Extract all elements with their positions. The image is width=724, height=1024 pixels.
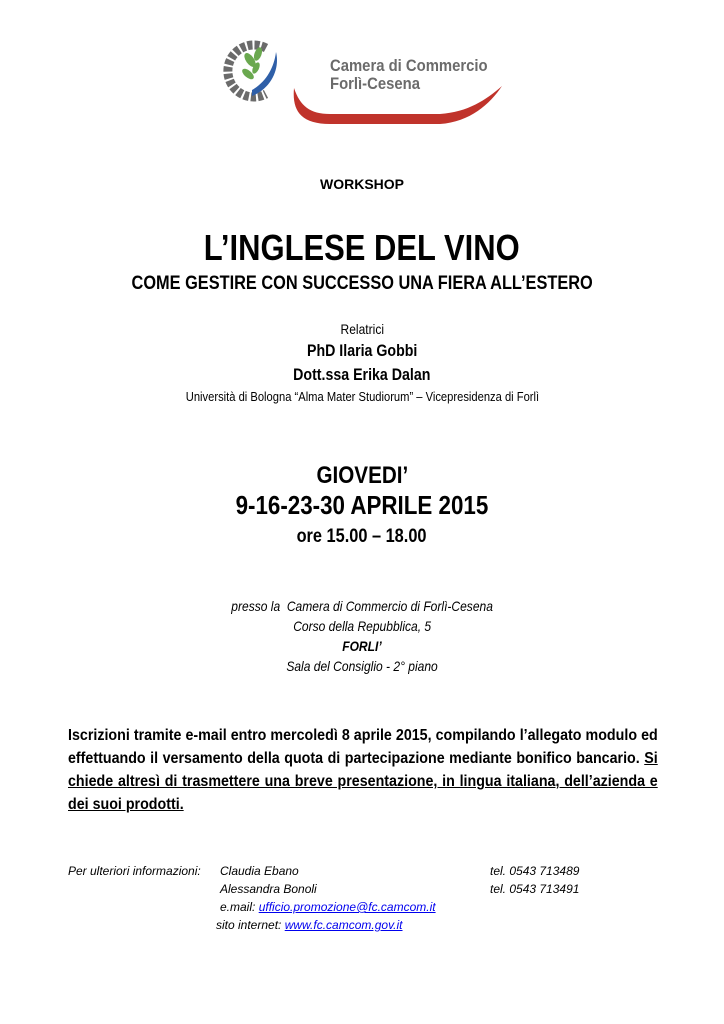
speaker-1 [0,342,724,361]
event-day-text: GIOVEDI’ [316,462,408,489]
event-dates-text: 9-16-23-30 APRILE 2015 [235,490,489,520]
title-text: L’INGLESE DEL VINO [204,227,520,268]
registration-note: Si chiede altresì di trasmettere una breve presentazione, in lingua italiana, dell’azienda e dei suoi prodotti. [68,750,658,813]
speakers-label [0,321,724,337]
speaker-2-text: Dott.ssa Erika Dalan [293,366,431,384]
website-link[interactable]: www.fc.camcom.gov.it [284,918,403,932]
venue-line-4-text: Sala del Consiglio - 2° piano [286,658,438,674]
venue-line-1-text: presso la Camera di Commercio di Forlì-Cesena [231,598,493,614]
event-day [0,462,724,490]
venue-line-4 [0,657,724,676]
contact-2-phone: tel. 0543 713491 [490,882,580,896]
contact-1-name: Claudia Ebano [220,864,299,878]
event-hours-text: ore 15.00 – 18.00 [297,526,427,547]
venue-line-2 [0,617,724,636]
workshop-label: WORKSHOP [320,176,404,192]
contact-1-phone: tel. 0543 713489 [490,864,580,878]
venue-line-2-text: Corso della Repubblica, 5 [293,618,431,634]
subtitle [0,273,724,295]
event-hours [0,526,724,548]
speakers-label-text: Relatrici [340,321,384,337]
registration-text: Iscrizioni tramite e-mail entro mercoledì 8 aprile 2015, compilando l’allegato modulo ed effettuando il versamento della quota di partecipazione mediante bonifico bancario. [68,727,658,767]
contact-info-label: Per ulteriori informazioni: [68,864,201,878]
website-line [216,916,403,934]
registration-paragraph [68,724,658,816]
event-dates [0,490,724,521]
email-link[interactable]: ufficio.promozione@fc.camcom.it [258,900,436,914]
venue-line-3-text: FORLI’ [342,638,382,654]
subtitle-text: COME GESTIRE CON SUCCESSO UNA FIERA ALL’ESTERO [131,273,593,294]
speaker-2 [0,366,724,385]
venue-line-1 [0,597,724,616]
logo-line-2: Forlì-Cesena [330,75,420,93]
speaker-1-text: PhD Ilaria Gobbi [306,342,418,360]
affiliation-text: Università di Bologna “Alma Mater Studiorum” – Vicepresidenza di Forlì [185,389,539,404]
logo-swoosh-icon [290,84,504,128]
email-label: e.mail: [220,900,259,914]
chamber-logo-icon [222,38,284,104]
contact-2-name: Alessandra Bonoli [220,882,317,896]
venue-line-3 [0,637,724,656]
website-label: sito internet: [216,918,285,932]
email-line [220,898,436,916]
speaker-affiliation [0,389,724,404]
page-title [0,228,724,268]
logo-line-1: Camera di Commercio [330,57,488,75]
